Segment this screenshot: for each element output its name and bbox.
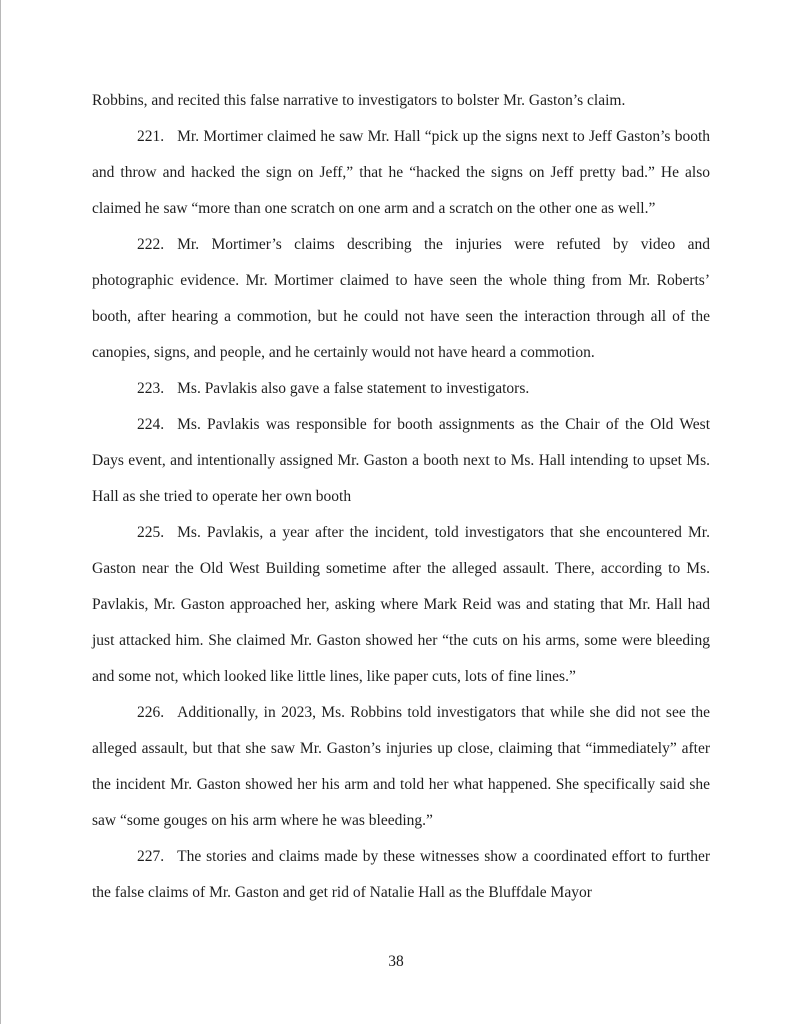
paragraph-text: Ms. Pavlakis, a year after the incident, told investigators that she encountered Mr. Gaston near the Old West Building sometime after the alleged assault. There, according to Ms. Pavlakis, Mr. Gaston approached her, asking where Mark Reid was and stating that Mr. Hall had just attacked him. She claimed Mr. Gaston showed her “the cuts on his arms, some were bleeding and some not, which looked like little lines, like paper cuts, lots of fine lines.” [92, 524, 710, 685]
paragraph-text: The stories and claims made by these witnesses show a coordinated effort to further the false claims of Mr. Gaston and get rid of Natalie Hall as the Bluffdale Mayor [92, 848, 710, 901]
paragraph-226 [92, 695, 710, 839]
paragraph-222 [92, 227, 710, 371]
paragraph-number: 224. [137, 416, 165, 433]
paragraph-text: Ms. Pavlakis also gave a false statement to investigators. [177, 380, 530, 397]
paragraph-225 [92, 515, 710, 695]
document-body [92, 83, 710, 911]
paragraph-227 [92, 839, 710, 911]
paragraph-number: 227. [137, 848, 165, 865]
page-left-edge-line [0, 0, 1, 1024]
page-number: 38 [388, 953, 404, 970]
paragraph-text: Mr. Mortimer claimed he saw Mr. Hall “pick up the signs next to Jeff Gaston’s booth and throw and hacked the sign on Jeff,” that he “hacked the signs on Jeff pretty bad.” He also claimed he saw “more than one scratch on one arm and a scratch on the other one as well.” [92, 128, 710, 217]
paragraph-number: 223. [137, 380, 165, 397]
paragraph-221 [92, 119, 710, 227]
paragraph-continuation: Robbins, and recited this false narrative to investigators to bolster Mr. Gaston’s claim. [92, 92, 626, 109]
paragraph-number: 222. [137, 236, 165, 253]
paragraph-text: Additionally, in 2023, Ms. Robbins told investigators that while she did not see the alleged assault, but that she saw Mr. Gaston’s injuries up close, claiming that “immediately” after the incident Mr. Gaston showed her his arm and told her what happened. She specifically said she saw “some gouges on his arm where he was bleeding.” [92, 704, 710, 829]
paragraph-text: Ms. Pavlakis was responsible for booth assignments as the Chair of the Old West Days event, and intentionally assigned Mr. Gaston a booth next to Ms. Hall intending to upset Ms. Hall as she tried to operate her own booth [92, 416, 710, 505]
paragraph-text: Mr. Mortimer’s claims describing the injuries were refuted by video and photographic evidence. Mr. Mortimer claimed to have seen the whole thing from Mr. Roberts’ booth, after hearing a commotion, but he could not have seen the interaction through all of the canopies, signs, and people, and he certainly would not have heard a commotion. [92, 236, 710, 361]
paragraph-number: 221. [137, 128, 165, 145]
paragraph-223 [92, 371, 710, 407]
paragraph-number: 226. [137, 704, 165, 721]
paragraph-number: 225. [137, 524, 165, 541]
paragraph-224 [92, 407, 710, 515]
